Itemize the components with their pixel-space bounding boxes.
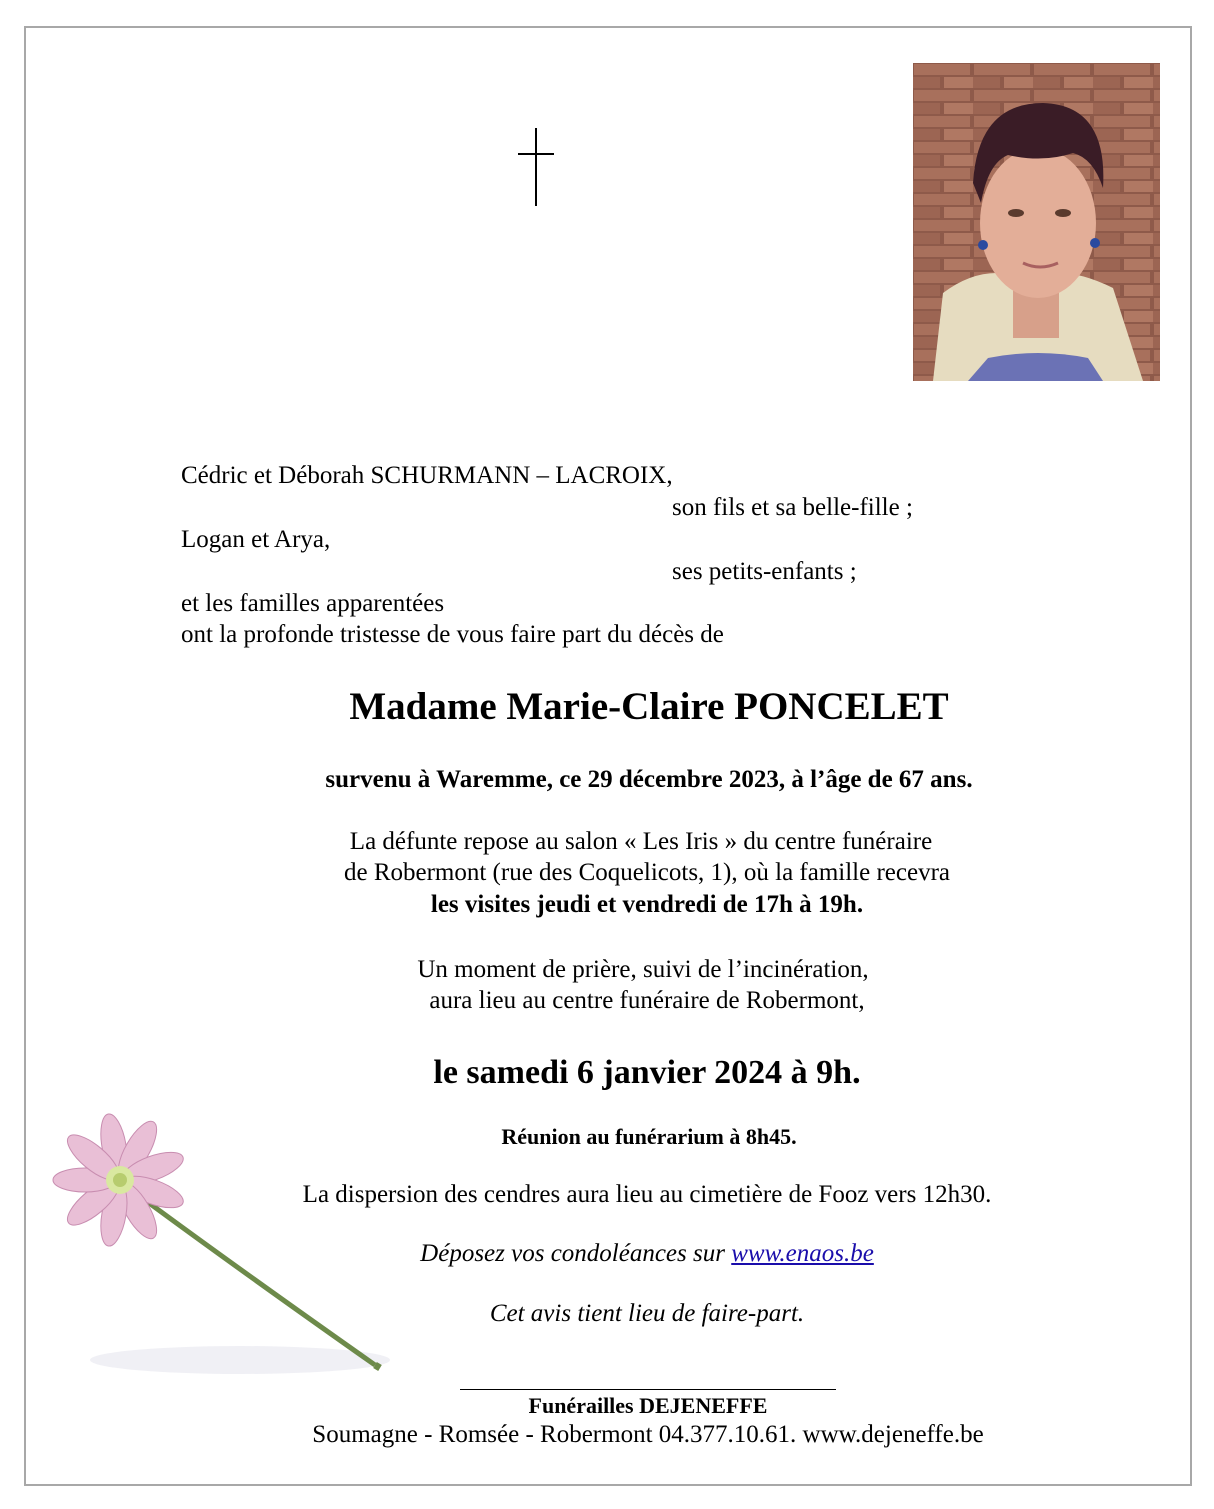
cross-icon bbox=[518, 128, 554, 206]
ceremony-line-2: aura lieu au centre funéraire de Robermont, bbox=[429, 987, 865, 1014]
deceased-name: Madame Marie-Claire PONCELET bbox=[349, 685, 949, 728]
condolences-link[interactable]: www.enaos.be bbox=[731, 1240, 874, 1267]
meeting-time: Réunion au funérarium à 8h45. bbox=[501, 1124, 797, 1149]
condolences-text: Déposez vos condoléances sur bbox=[420, 1240, 732, 1267]
death-details: survenu à Waremme, ce 29 décembre 2023, à l’âge de 67 ans. bbox=[325, 766, 973, 793]
footer-rule bbox=[460, 1389, 836, 1390]
family-relation-1: son fils et sa belle-fille ; bbox=[672, 494, 913, 521]
portrait-photo bbox=[913, 63, 1160, 381]
family-line-4: ont la profonde tristesse de vous faire part du décès de bbox=[181, 621, 724, 648]
ceremony-line-1: Un moment de prière, suivi de l’incinération, bbox=[417, 956, 869, 983]
family-relation-2: ses petits-enfants ; bbox=[672, 558, 857, 585]
footer-company: Funérailles DEJENEFFE bbox=[528, 1393, 768, 1418]
repose-line-1: La défunte repose au salon « Les Iris » du centre funéraire bbox=[349, 828, 933, 855]
family-line-3: et les familles apparentées bbox=[181, 590, 445, 617]
dispersion-text: La dispersion des cendres aura lieu au cimetière de Fooz vers 12h30. bbox=[302, 1181, 992, 1208]
flower-icon bbox=[40, 1110, 400, 1400]
family-line-2: Logan et Arya, bbox=[181, 526, 331, 553]
repose-line-2: de Robermont (rue des Coquelicots, 1), où la famille recevra bbox=[343, 859, 951, 886]
repose-visits: les visites jeudi et vendredi de 17h à 19h. bbox=[430, 891, 864, 918]
ceremony-date: le samedi 6 janvier 2024 à 9h. bbox=[433, 1054, 861, 1091]
family-line-1: Cédric et Déborah SCHURMANN – LACROIX, bbox=[181, 462, 673, 489]
footer-details: Soumagne - Romsée - Robermont 04.377.10.61. www.dejeneffe.be bbox=[312, 1421, 984, 1448]
notice-text: Cet avis tient lieu de faire-part. bbox=[489, 1300, 805, 1327]
